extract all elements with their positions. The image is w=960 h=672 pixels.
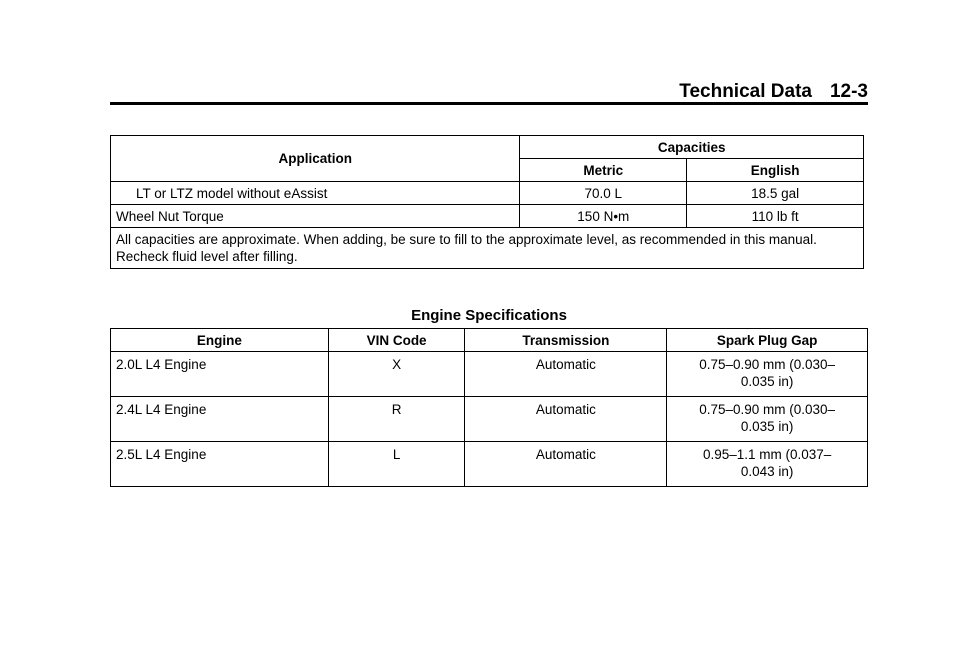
table-row [111,352,868,397]
col-header-application: Application [111,136,520,182]
cell-english: 110 lb ft [687,205,864,228]
capacities-note: All capacities are approximate. When adding, be sure to fill to the approximate level, as recommended in this manual. Recheck fluid level after filling. [111,228,864,269]
cell-application: Wheel Nut Torque [111,205,520,228]
cell-engine: 2.0L L4 Engine [111,352,329,397]
gap-line-2: 0.035 in) [740,374,794,389]
cell-english: 18.5 gal [687,182,864,205]
col-header-metric: Metric [520,159,687,182]
table-row [111,442,868,487]
table-note-row [111,228,864,269]
cell-spark-plug-gap [667,352,868,397]
col-header-engine: Engine [111,329,329,352]
header-rule [110,102,868,105]
table-row [111,205,864,228]
cell-transmission: Automatic [465,397,667,442]
cell-application: LT or LTZ model without eAssist [111,182,520,205]
header-text [679,81,868,103]
table-row [111,397,868,442]
capacities-table [110,135,864,269]
cell-metric: 70.0 L [520,182,687,205]
cell-spark-plug-gap [667,442,868,487]
gap-line-2: 0.043 in) [740,464,794,479]
cell-engine: 2.4L L4 Engine [111,397,329,442]
cell-vin: R [328,397,465,442]
cell-vin: L [328,442,465,487]
section-title: Technical Data [679,81,812,102]
engine-specs-title: Engine Specifications [411,307,567,324]
gap-line-1: 0.95–1.1 mm (0.037– [702,447,832,462]
cell-transmission: Automatic [465,442,667,487]
engine-specs-table [110,328,868,487]
gap-line-1: 0.75–0.90 mm (0.030– [699,402,836,417]
table-header-row [111,136,864,159]
cell-spark-plug-gap [667,397,868,442]
gap-line-2: 0.035 in) [740,419,794,434]
page-number: 12-3 [829,81,868,102]
table-row [111,182,864,205]
cell-transmission: Automatic [465,352,667,397]
col-header-transmission: Transmission [465,329,667,352]
gap-line-1: 0.75–0.90 mm (0.030– [699,357,836,372]
col-header-english: English [687,159,864,182]
cell-engine: 2.5L L4 Engine [111,442,329,487]
cell-vin: X [328,352,465,397]
page-header [110,80,868,106]
col-header-vin: VIN Code [328,329,465,352]
table-header-row [111,329,868,352]
col-header-capacities: Capacities [520,136,864,159]
col-header-spark-plug-gap: Spark Plug Gap [667,329,868,352]
cell-metric: 150 N•m [520,205,687,228]
